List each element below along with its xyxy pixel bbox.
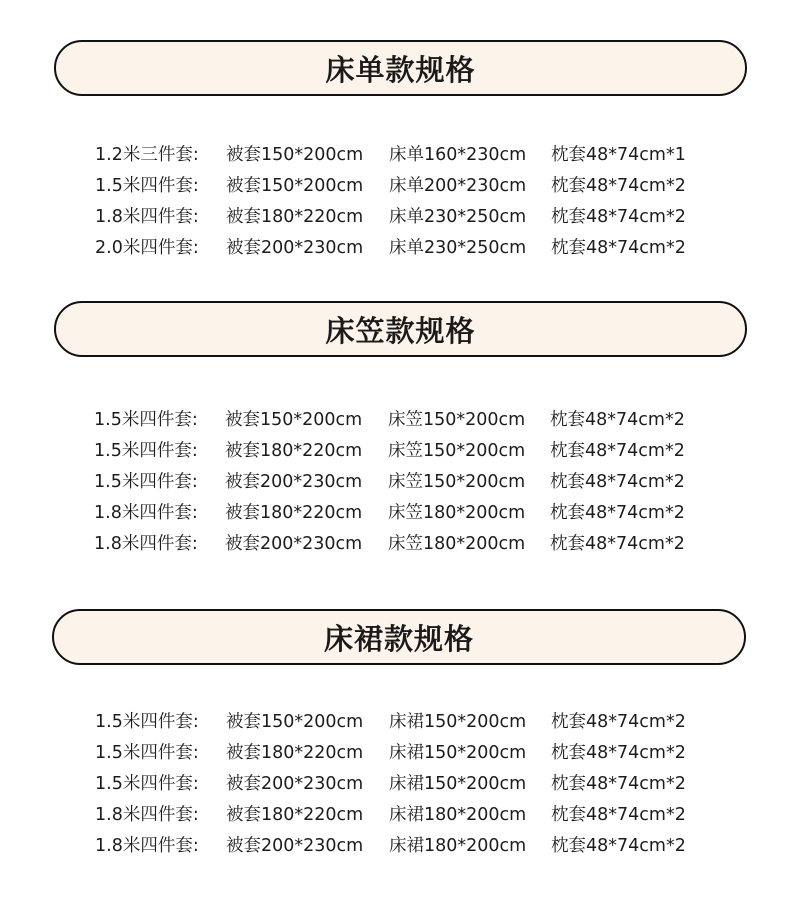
- pillowcase-size: 枕套48*74cm*2: [551, 712, 686, 732]
- section-title-pill: [54, 301, 747, 357]
- sheet-size: 床单160*230cm: [389, 145, 527, 165]
- duvet-cover-size: 被套150*200cm: [226, 176, 364, 196]
- pillowcase-size: 枕套48*74cm*2: [551, 207, 686, 227]
- set-size: 1.5米四件套:: [94, 441, 198, 461]
- pillowcase-size: 枕套48*74cm*2: [551, 774, 686, 794]
- pillowcase-size: 枕套48*74cm*2: [551, 805, 686, 825]
- set-size: 1.8米四件套:: [95, 836, 199, 856]
- bed-skirt-size: 床裙180*200cm: [389, 805, 527, 825]
- set-size: 1.8米四件套:: [95, 207, 199, 227]
- set-size: 1.8米四件套:: [94, 534, 198, 554]
- sheet-size: 床单200*230cm: [389, 176, 527, 196]
- section-title-pill: [54, 40, 747, 96]
- duvet-cover-size: 被套180*220cm: [226, 207, 364, 227]
- duvet-cover-size: 被套180*220cm: [225, 441, 363, 461]
- pillowcase-size: 枕套48*74cm*2: [551, 743, 686, 763]
- pillowcase-size: 枕套48*74cm*2: [550, 410, 685, 430]
- pillowcase-size: 枕套48*74cm*2: [550, 534, 685, 554]
- pillowcase-size: 枕套48*74cm*2: [551, 238, 686, 258]
- set-size: 1.5米四件套:: [95, 712, 199, 732]
- section-title: 床裙款规格: [323, 621, 474, 656]
- duvet-cover-size: 被套200*230cm: [226, 238, 364, 258]
- pillowcase-size: 枕套48*74cm*2: [551, 836, 686, 856]
- duvet-cover-size: 被套200*230cm: [226, 774, 364, 794]
- duvet-cover-size: 被套150*200cm: [226, 145, 364, 165]
- set-size: 1.5米四件套:: [94, 410, 198, 430]
- section-title: 床单款规格: [325, 52, 476, 87]
- pillowcase-size: 枕套48*74cm*2: [550, 503, 685, 523]
- fitted-sheet-size: 床笠150*200cm: [388, 472, 526, 492]
- sheet-size: 床单230*250cm: [389, 207, 527, 227]
- bed-skirt-size: 床裙150*200cm: [389, 712, 527, 732]
- set-size: 1.5米四件套:: [95, 743, 199, 763]
- section-title-pill: [52, 609, 746, 665]
- set-size: 2.0米四件套:: [95, 238, 199, 258]
- pillowcase-size: 枕套48*74cm*2: [550, 472, 685, 492]
- pillowcase-size: 枕套48*74cm*2: [551, 176, 686, 196]
- pillowcase-size: 枕套48*74cm*2: [550, 441, 685, 461]
- fitted-sheet-size: 床笠150*200cm: [388, 441, 526, 461]
- bed-skirt-size: 床裙180*200cm: [389, 836, 527, 856]
- set-size: 1.8米四件套:: [95, 805, 199, 825]
- bed-skirt-size: 床裙150*200cm: [389, 774, 527, 794]
- set-size: 1.5米四件套:: [95, 774, 199, 794]
- set-size: 1.8米四件套:: [94, 503, 198, 523]
- fitted-sheet-size: 床笠150*200cm: [388, 410, 526, 430]
- duvet-cover-size: 被套180*220cm: [225, 503, 363, 523]
- duvet-cover-size: 被套180*220cm: [226, 805, 364, 825]
- set-size: 1.5米四件套:: [95, 176, 199, 196]
- set-size: 1.5米四件套:: [94, 472, 198, 492]
- fitted-sheet-size: 床笠180*200cm: [388, 534, 526, 554]
- duvet-cover-size: 被套200*230cm: [226, 836, 364, 856]
- duvet-cover-size: 被套150*200cm: [226, 712, 364, 732]
- set-size: 1.2米三件套:: [95, 145, 199, 165]
- bed-skirt-size: 床裙150*200cm: [389, 743, 527, 763]
- duvet-cover-size: 被套180*220cm: [226, 743, 364, 763]
- duvet-cover-size: 被套150*200cm: [225, 410, 363, 430]
- pillowcase-size: 枕套48*74cm*1: [551, 145, 686, 165]
- sheet-size: 床单230*250cm: [389, 238, 527, 258]
- duvet-cover-size: 被套200*230cm: [225, 472, 363, 492]
- section-title: 床笠款规格: [325, 313, 476, 348]
- fitted-sheet-size: 床笠180*200cm: [388, 503, 526, 523]
- duvet-cover-size: 被套200*230cm: [225, 534, 363, 554]
